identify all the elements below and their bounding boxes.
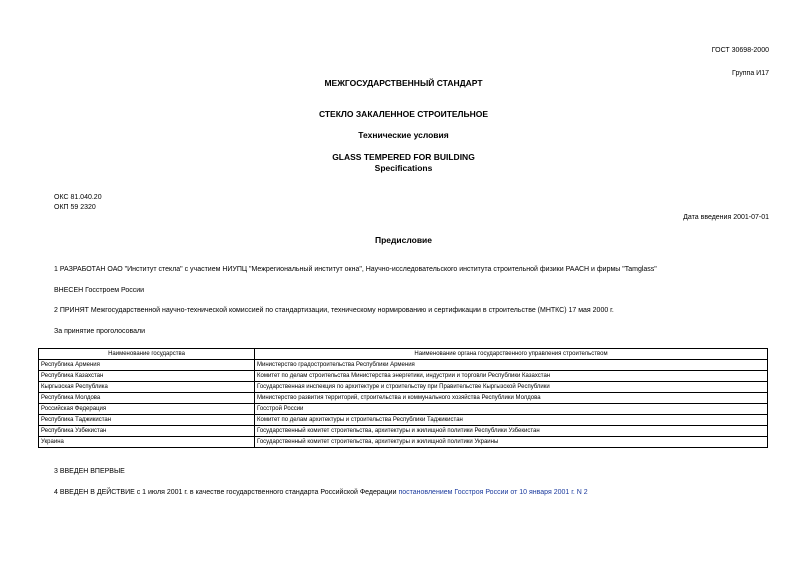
state-cell: Республика Узбекистан [39,426,255,437]
voting-states-table [38,348,768,448]
state-cell: Украина [39,437,255,448]
table-row [39,360,768,371]
table-row [39,404,768,415]
authority-cell: Государственный комитет строительства, архитектуры и жилищной политики Республики Узбекистан [255,426,768,437]
foreword-item-4 [54,489,588,496]
table-row [39,382,768,393]
document-code: ГОСТ 30698-2000 [711,47,769,54]
authority-cell: Госстрой России [255,404,768,415]
state-cell: Республика Казахстан [39,371,255,382]
document-title-ru: СТЕКЛО ЗАКАЛЕННОЕ СТРОИТЕЛЬНОЕ [318,109,489,119]
authority-cell: Государственная инспекция по архитектуре и строительству при Правительстве Кыргызской Республики [255,382,768,393]
column-header-state: Наименование государства [39,349,255,360]
foreword-heading: Предисловие [374,235,433,245]
introduction-date: Дата введения 2001-07-01 [683,214,769,221]
document-group: Группа И17 [732,70,769,77]
column-header-authority: Наименование органа государственного управления строительством [255,349,768,360]
foreword-introduced-by: ВНЕСЕН Госстроем России [54,287,145,294]
table-row [39,437,768,448]
state-cell: Республика Молдова [39,393,255,404]
table-row [39,415,768,426]
foreword-voted-label: За принятие проголосовали [54,328,146,335]
table-header-row [39,349,768,360]
authority-cell: Государственный комитет строительства, архитектуры и жилищной политики Украины [255,437,768,448]
foreword-item-2: 2 ПРИНЯТ Межгосударственной научно-технической комиссией по стандартизации, техническому нормированию и сертификации в строительстве (МНТКС) 17 мая 2000 г. [54,307,614,314]
table-row [39,393,768,404]
state-cell: Кыргызская Республика [39,382,255,393]
authority-cell: Комитет по делам строительства Министерства энергетики, индустрии и торговли Республики Казахстан [255,371,768,382]
document-title-en: GLASS TEMPERED FOR BUILDING [332,152,475,162]
decree-link[interactable]: постановлением Госстроя России от 10 января 2001 г. N 2 [398,489,588,496]
document-subtitle-ru: Технические условия [358,130,449,140]
foreword-item-1: 1 РАЗРАБОТАН ОАО "Институт стекла" с участием НИУПЦ "Межрегиональный институт окна", Научно-исследовательского института строительной физики РААСН и фирмы "Tamglass" [54,266,657,273]
state-cell: Республика Армения [39,360,255,371]
authority-cell: Министерство развития территорий, строительства и коммунального хозяйства Республики Молдова [255,393,768,404]
okp-code: ОКП 59 2320 [54,204,96,211]
standard-type-heading: МЕЖГОСУДАРСТВЕННЫЙ СТАНДАРТ [324,78,483,88]
table-row [39,426,768,437]
authority-cell: Комитет по делам архитектуры и строительства Республики Таджикистан [255,415,768,426]
document-subtitle-en: Specifications [374,163,433,173]
authority-cell: Министерство градостроительства Республики Армения [255,360,768,371]
foreword-item-3: 3 ВВЕДЕН ВПЕРВЫЕ [54,468,125,475]
oks-code: ОКС 81.040.20 [54,194,102,201]
state-cell: Российская Федерация [39,404,255,415]
state-cell: Республика Таджикистан [39,415,255,426]
table-row [39,371,768,382]
foreword-item-4-text: 4 ВВЕДЕН В ДЕЙСТВИЕ с 1 июля 2001 г. в качестве государственного стандарта Российской Федерации [54,489,399,496]
